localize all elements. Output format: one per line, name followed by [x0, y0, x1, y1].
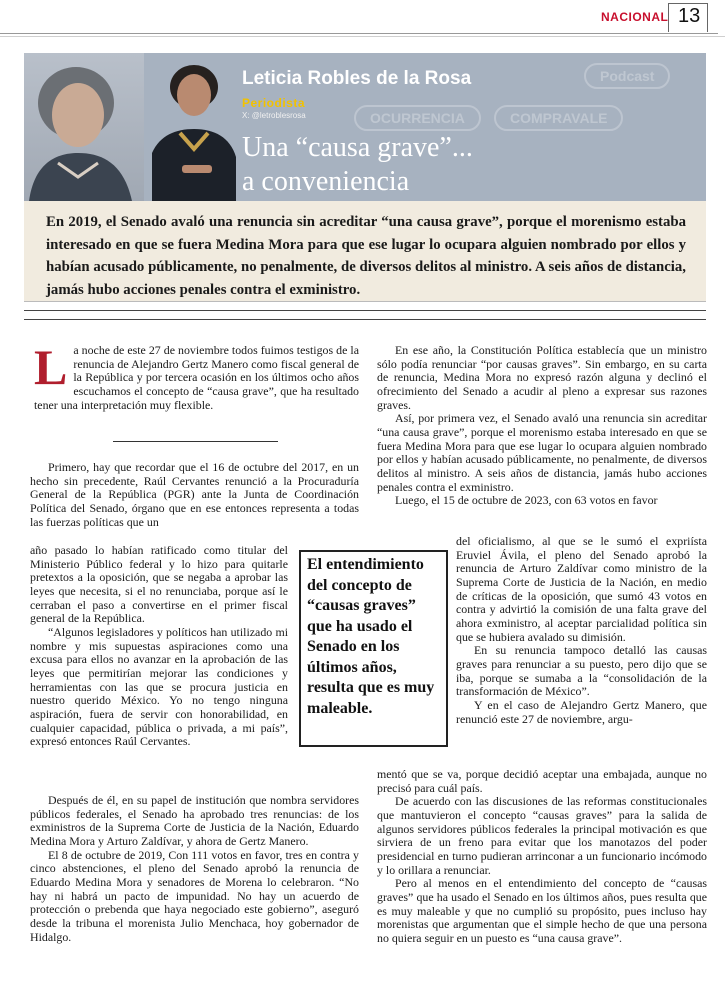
lead-text: En 2019, el Senado avaló una renuncia sin acreditar “una causa grave”, porque el morenismo estaba interesado en que se fuera Medina Mora para que ese lugar lo ocupara alguien nombrado por ellos y habían acusado públicamente, no penalmente, de diversos delitos al ministro. A seis años de distancia, jamás hubo acciones penales contra el exministro.	[46, 214, 686, 298]
paragraph: De acuerdo con las discusiones de las reformas constitucionales que mantuvieron el concepto “causas graves” para la salida de algunos servidores públicos federales la principal motivación es que sirviera de un freno para evitar que los manotazos del poder presidencial en turno pudieran arrinconar a un funcionario incómodo y lo orillara a renunciar.	[377, 794, 707, 877]
watermark-3: Podcast	[584, 63, 670, 89]
paragraph: En ese año, la Constitución Política establecía que un ministro sólo podía renunciar “por causas graves”. Sin embargo, en su carta de renuncia, Medina Mora no expresó razón alguna y declinó el ofrecimiento del Senado a acudir al pleno a expresar sus razones graves.	[377, 343, 707, 412]
paragraph: Luego, el 15 de octubre de 2023, con 63 votos en favor	[395, 493, 658, 508]
column-title-line1: Una “causa grave”...	[242, 132, 473, 163]
lead-box	[24, 201, 706, 302]
left-col-top	[30, 461, 359, 529]
left-col-narrow	[30, 544, 288, 749]
paragraph: Así, por primera vez, el Senado avaló una renuncia sin acreditar “una causa grave”, porque el morenismo estaba interesado en que se fuera Medina Mora para que ese lugar lo ocupara alguien nombrado por ellos y habían acusado públicamente, no penalmente, de diversos delitos al ministro. A seis años de distancia, jamás hubo acciones penales contra el exministro.	[377, 411, 707, 494]
author-handle: X: @letroblesrosa	[242, 111, 306, 120]
paragraph: mentó que se va, porque decidió aceptar una embajada, aunque no precisó para cuál país.	[377, 767, 707, 795]
separator	[113, 441, 278, 442]
dropcap: L	[34, 339, 68, 395]
rule-top	[24, 310, 706, 311]
paragraph: Y en el caso de Alejandro Gertz Manero, que renunció este 27 de noviembre, argu-	[456, 697, 707, 726]
pull-quote	[299, 550, 448, 747]
paragraph: Después de él, en su papel de institución que nombra servidores públicos federales, el Senado ha aprobado tres renuncias: de los exministros de la Suprema Corte de Justicia de la Nación, Eduardo Medina Mora y Arturo Zaldívar, y ahora de Gertz Manero.	[30, 793, 359, 848]
author-portrait-small	[142, 53, 242, 201]
intro-paragraph	[34, 339, 359, 412]
paragraph: El 8 de octubre de 2019, Con 111 votos en favor, tres en contra y cinco abstenciones, el pleno del Senado aprobó la renuncia de Eduardo Medina Mora y senadores de Morena lo celebraron. “No hay ni habrá un pacto de impunidad. No hay un acuerdo de protección o prebenda que haya negociado este gobierno”, aseguró desde la tribuna el morenista Julio Menchaca, hoy gobernador de Hidalgo.	[30, 847, 359, 944]
left-col-bottom	[30, 794, 359, 944]
right-col-top	[377, 344, 707, 508]
right-col-narrow	[456, 535, 707, 726]
pull-quote-text: El entendimiento del concepto de “causas graves” que ha usado el Senado en los últimos años, resulta que es muy maleable.	[307, 556, 435, 717]
paragraph: del oficialismo, al que se le sumó el expriísta Eruviel Ávila, el pleno del Senado aprobó la renuncia de Arturo Zaldívar como ministro de la Suprema Corte de Justicia de la Nación, en medio de críticas de la oposición, que sumó 43 votos en contra y advirtió la comisión de una falta grave del ahora exministro, al aceptar parcialidad política sin que se hubiera avalado su dimisión.	[456, 534, 707, 644]
page-number: 13	[678, 5, 701, 27]
rule-bottom	[24, 319, 706, 320]
paragraph: En su renuncia tampoco detalló las causas graves para renunciar a su puesto, pero dijo que se iba, porque se sumaba a la “consolidación de la transformación de México”.	[456, 643, 707, 699]
right-col-bottom	[377, 768, 707, 946]
paragraph: año pasado lo habían ratificado como titular del Ministerio Público federal y lo hizo para quitarle pretextos a la oposición, que se negaba a aprobar las leyes que necesita, si el no renunciaba, porque así le cerraban el paso a convertirse en el primer fiscal general de la República.	[30, 543, 288, 626]
watermark-2: COMPRAVALE	[494, 105, 623, 131]
paragraph: Pero al menos en el entendimiento del concepto de “causas graves” que ha usado el Senado en los últimos años, pues resulta que es muy maleable y que no cumplió su propósito, pues incluso hay morenistas que argumentan que el simple hecho de que una persona no quiera seguir en un puesto es “una causa grave”.	[377, 876, 707, 945]
section-label: NACIONAL	[601, 10, 669, 24]
portrait-silhouette-icon	[24, 53, 144, 201]
author-role: Periodista	[242, 96, 306, 110]
paragraph: Primero, hay que recordar que el 16 de octubre del 2017, en un hecho sin precedente, Raúl Cervantes renunció a la Procuraduría General de la República (PGR) ante la Junta de Coordinación Política del Senado, órgano que en ese entonces representa a todas las fuerzas políticas que un	[30, 460, 359, 529]
top-rule	[0, 33, 718, 34]
author-name: Leticia Robles de la Rosa	[242, 68, 472, 89]
intro-text: a noche de este 27 de noviembre todos fuimos testigos de la renuncia de Alejandro Gertz Manero como fiscal general de la República y por tercera ocasión en los últimos ocho años escuchamos el concepto de “causa grave”, que ha resultado tener una interpretación muy flexible.	[34, 343, 359, 412]
paragraph: “Algunos legisladores y políticos han utilizado mi nombre y mis supuestas aspiraciones como una excusa para ellos no avanzar en la aprobación de las leyes que permitirían mejorar las condiciones y herramientas con las que se procura justicia en nuestro querido México. Yo no tengo ninguna aspiración, fuera de servir con honorabilidad, en cualquier capacidad, pública o privada, a mi país”, expresó entonces Raúl Cervantes.	[30, 624, 288, 749]
column-title-line2: a conveniencia	[242, 166, 410, 197]
watermark-1: OCURRENCIA	[354, 105, 481, 131]
author-portrait-large	[24, 53, 144, 201]
